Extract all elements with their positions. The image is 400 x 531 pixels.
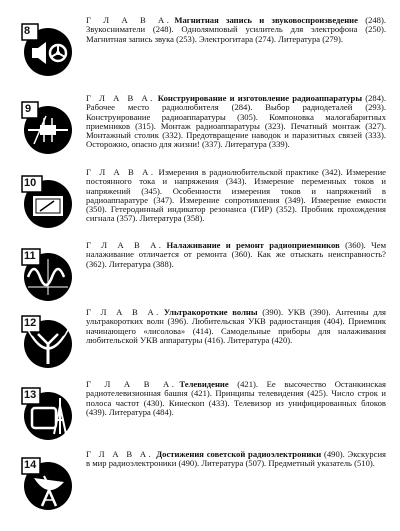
radio-component-icon	[20, 100, 76, 156]
chapter-label: Г Л А В А.	[86, 240, 164, 250]
chapter-text	[86, 94, 386, 150]
chapter-contents: Измерения в радиолюбительской практике (342). Измерение постоянного тока и напряжения (343). Измерение переменных токов и напряжений (345). Особенности измерения токов и напряжений в радиоаппаратуре (347). Измерение сопротивления (349). Измерение емкости (350). Гетеродинный индикатор резонанса (ГИР) (352). Пробник прохождения сигнала (357). Литература (358).	[86, 167, 386, 224]
chapter-title: Конструирование и изготовление радиоаппаратуры	[157, 93, 363, 103]
chapter-title: Магнитная запись и звуковоспроизведение	[174, 15, 358, 25]
tv-tower-icon	[20, 386, 76, 442]
chapter-label: Г Л А В А.	[86, 93, 155, 103]
oscilloscope-icon	[20, 247, 76, 303]
chapter-number: 13	[24, 389, 37, 401]
chapter-label: Г Л А В А.	[86, 449, 154, 459]
meter-icon	[20, 174, 76, 230]
chapter-label: Г Л А В А.	[86, 167, 156, 177]
speaker-steering-wheel-icon	[20, 22, 76, 78]
chapter-contents: (284). Рабочее место радиолюбителя (284). Выбор радиодеталей (293). Конструирование радиоаппаратуры (305). Компоновка малогабаритных приемников (315). Монтаж радиоаппаратуры (323). Печатный монтаж (327). Монтажный столик (332). Предотвращение наводок и паразитных связей (333). Осторожно, опасно для жизни! (337). Литература (339).	[86, 93, 387, 150]
chapter-number: 8	[24, 25, 31, 37]
chapter-text	[86, 308, 386, 345]
chapter-label: Г Л А В А.	[86, 379, 177, 389]
chapter-label: Г Л А В А.	[86, 307, 161, 317]
chapter-contents: (390). УКВ (390). Антенны для ультракоротких волн (396). Любительская УКВ радиостанция (404). Приемник начинающего «лисолова» (414). Самодельные приборы для налаживания любительской УКВ аппаратуры (416). Литература (420).	[86, 307, 386, 345]
radio-telescope-icon	[20, 456, 76, 512]
chapter-text	[86, 168, 386, 224]
chapter-text	[86, 450, 386, 469]
chapter-text	[86, 16, 386, 44]
chapter-contents: (248). Звукосниматели (248). Однолямповый усилитель для электрофона (250). Магнитная запись звука (253). Электрогитара (274). Литература (279).	[86, 15, 386, 44]
chapter-title: Достижения советской радиоэлектроники	[156, 449, 322, 459]
chapter-label: Г Л А В А.	[86, 15, 172, 25]
chapter-text	[86, 380, 386, 417]
chapter-title: Налаживание и ремонт радиоприемников	[166, 240, 340, 250]
chapter-number: 12	[24, 317, 37, 329]
chapter-title: Телевидение	[179, 379, 229, 389]
chapter-number: 10	[24, 177, 37, 189]
chapter-title: Ультракороткие волны	[163, 307, 258, 317]
chapter-contents: (421). Ее высочество Останкинская радиотелевизионная башня (421). Принципы телевидения (425). Число строк и полоса частот (430). Кинескоп (433). Телевизор из унифицированных блоков (439). Литература (484).	[86, 379, 387, 417]
chapter-number: 9	[25, 103, 32, 115]
chapter-text	[86, 241, 386, 269]
chapter-number: 11	[24, 250, 36, 262]
chapter-contents: (360). Чем налаживание отличается от ремонта (360). Как же отыскать неисправность? (362). Литература (388).	[86, 240, 387, 269]
antenna-icon	[20, 314, 76, 370]
chapter-contents: (490). Экскурсия в мир радиоэлектроники (490). Литература (507). Предметный указатель (510).	[86, 449, 386, 469]
chapter-number: 14	[24, 459, 37, 471]
